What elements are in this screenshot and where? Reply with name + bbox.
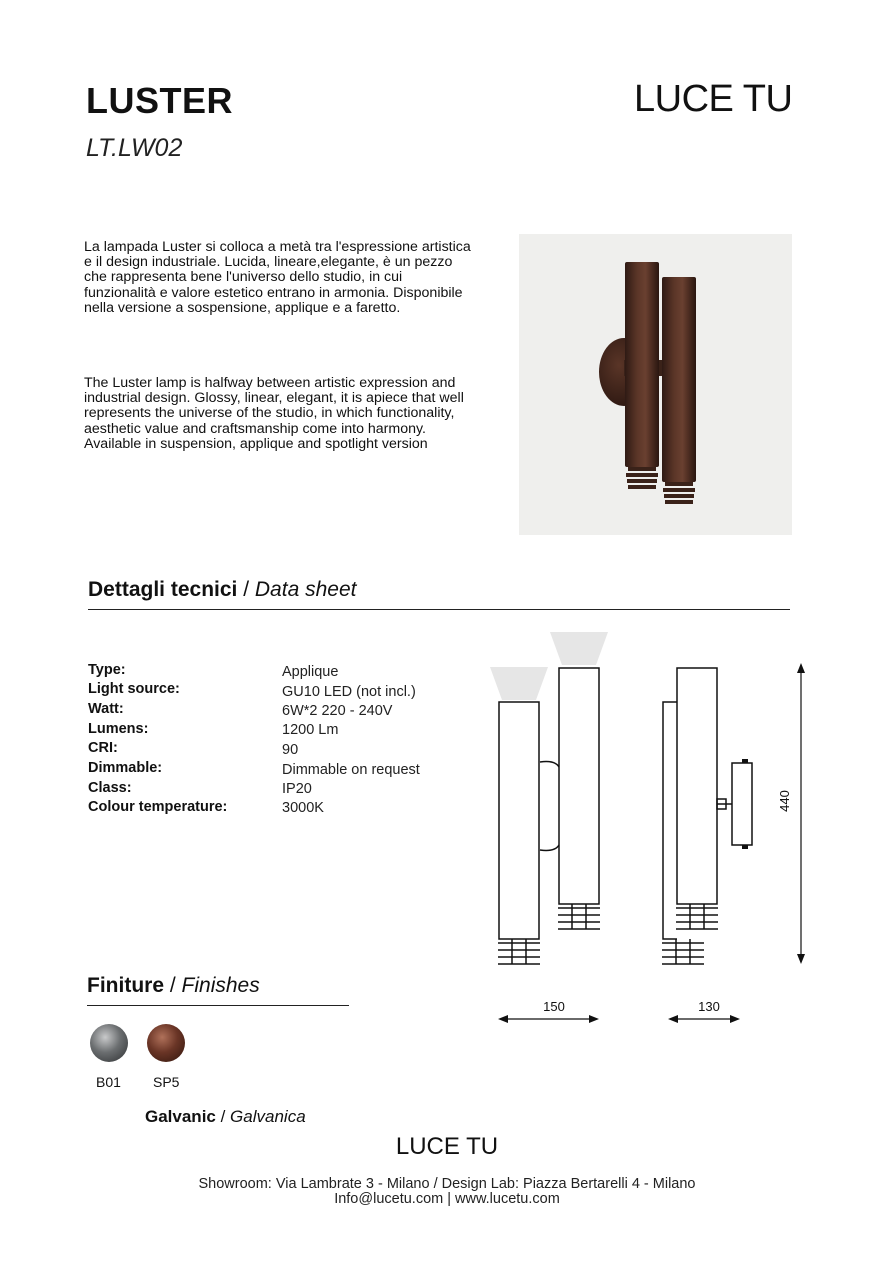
finishes-heading: Finiture / Finishes [87, 974, 260, 997]
spec-label-lumens: Lumens: [88, 721, 149, 737]
datasheet-heading: Dettagli tecnici / Data sheet [88, 578, 357, 601]
product-code: LT.LW02 [86, 134, 183, 162]
spec-label-type: Type: [88, 662, 126, 678]
spec-value-watt: 6W*2 220 - 240V [282, 703, 393, 719]
product-title: LUSTER [86, 80, 233, 121]
description-italian: La lampada Luster si colloca a metà tra l'espressione artistica e il design industriale. Lucida, lineare,elegante, è un pezzo che rappresenta bene l'universo dello studio, in cui funzionalità e valore estetico entrano in armonia. Disponibile nella versione a sospensione, applique e a faretto. [84, 239, 471, 316]
spec-value-class: IP20 [282, 781, 312, 797]
spec-value-lumens: 1200 Lm [282, 722, 339, 738]
description-english: The Luster lamp is halfway between artistic expression and industrial design. Glossy, linear, elegant, it is apiece that well represents the universe of the studio, in which functionality, aesthetic value and craftsmanship come into harmony. Available in suspension, applique and spotlight version [84, 375, 464, 452]
spec-value-light-source: GU10 LED (not incl.) [282, 684, 416, 700]
footer-address: Showroom: Via Lambrate 3 - Milano / Design Lab: Piazza Bertarelli 4 - Milano [198, 1176, 696, 1192]
footer-brand-logo: LUCE TU [395, 1133, 499, 1160]
spec-value-type: Applique [282, 664, 339, 680]
dimension-width-front-label: 150 [543, 999, 565, 1014]
dimension-height-label: 440 [777, 790, 792, 812]
dimension-width-side-label: 130 [698, 999, 720, 1014]
spec-label-watt: Watt: [88, 701, 124, 717]
spec-label-dimmable: Dimmable: [88, 760, 163, 776]
finishes-divider [87, 1005, 349, 1006]
finish-code-sp5: SP5 [153, 1074, 180, 1090]
finish-swatch-b01 [90, 1024, 128, 1062]
product-photo [519, 234, 792, 535]
spec-value-cri: 90 [282, 742, 299, 758]
footer-contact: Info@lucetu.com | www.lucetu.com [334, 1191, 560, 1207]
finish-swatch-sp5 [147, 1024, 185, 1062]
spec-value-colour-temperature: 3000K [282, 800, 324, 816]
spec-value-dimmable: Dimmable on request [282, 762, 420, 778]
technical-drawing [480, 625, 820, 1030]
finish-code-b01: B01 [96, 1074, 121, 1090]
spec-label-class: Class: [88, 780, 132, 796]
finish-type-label: Galvanic / Galvanica [145, 1107, 306, 1126]
spec-label-colour-temperature: Colour temperature: [88, 799, 228, 815]
brand-logo: LUCE TU [634, 78, 793, 120]
spec-label-light-source: Light source: [88, 681, 180, 697]
spec-label-cri: CRI: [88, 740, 118, 756]
datasheet-divider [88, 609, 790, 610]
